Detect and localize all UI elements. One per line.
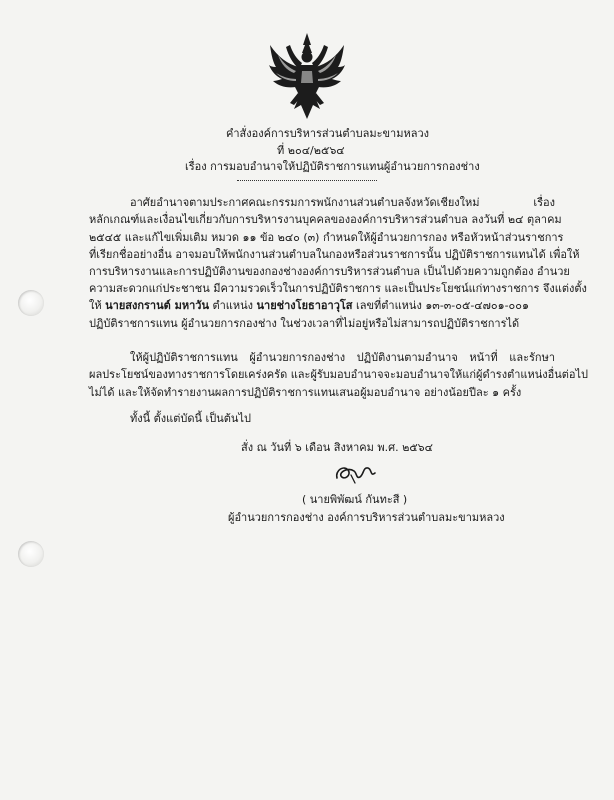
paragraph1-line2: หลักเกณฑ์และเงื่อนไขเกี่ยวกับการบริหารงานบุคคลขององค์การบริหารส่วนตำบล ลงวันที่ ๒๔ ตุลาคม — [89, 213, 562, 226]
paragraph1-line3: ๒๕๔๕ และแก้ไขเพิ่มเติม หมวด ๑๑ ข้อ ๒๔๐ (๓) กำหนดให้ผู้อำนวยการกอง หรือหัวหน้าส่วนราชการ — [89, 231, 564, 244]
signer-position: ผู้อำนวยการกองช่าง องค์การบริหารส่วนตำบลมะขามหลวง — [228, 511, 505, 524]
punch-hole-bottom — [18, 541, 44, 567]
appointee-name: นายสงกรานต์ มหาวัน — [105, 299, 209, 312]
paragraph2-line1: ให้ผู้ปฏิบัติราชการแทน ผู้อำนวยการกองช่าง ปฏิบัติงานตามอำนาจ หน้าที่ และรักษา — [130, 351, 555, 364]
subject-line: เรื่อง การมอบอำนาจให้ปฏิบัติราชการแทนผู้อำนวยการกองช่าง — [185, 160, 480, 173]
garuda-emblem-icon — [268, 31, 346, 123]
paragraph1-line7 — [89, 299, 555, 313]
paragraph1-line1: อาศัยอำนาจตามประกาศคณะกรรมการพนักงานส่วนตำบลจังหวัดเชียงใหม่ เรื่อง — [130, 196, 555, 209]
paragraph1-line8: ปฏิบัติราชการแทน ผู้อำนวยการกองช่าง ในช่วงเวลาที่ไม่อยู่หรือไม่สามารถปฏิบัติราชการได้ — [89, 317, 520, 330]
line7-position-number: เลขที่ตำแหน่ง ๑๓-๓-๐๕-๔๗๐๑-๐๐๑ — [352, 299, 529, 312]
paragraph1-line5: การบริหารงานและการปฏิบัติงานของกองช่างองค์การบริหารส่วนตำบล เป็นไปด้วยความถูกต้อง อำนวย — [89, 265, 570, 278]
dotted-divider — [237, 180, 377, 181]
signer-name: ( นายพิพัฒน์ กันทะสี ) — [302, 493, 408, 506]
paragraph1-line6: ความสะดวกแก่ประชาชน มีความรวดเร็วในการปฏิบัติราชการ และเป็นประโยชน์แก่ทางราชการ จึงแต่งตั้ง — [89, 282, 587, 295]
paragraph1-line4: ที่เรียกชื่ออย่างอื่น อาจมอบให้พนักงานส่วนตำบลในกองหรือส่วนราชการนั้น ปฏิบัติราชการแทนได้ เพื่อให้ — [89, 248, 580, 261]
order-date: สั่ง ณ วันที่ ๖ เดือน สิงหาคม พ.ศ. ๒๕๖๔ — [241, 441, 433, 454]
handwritten-signature — [333, 461, 377, 485]
document-number: ที่ ๒๐๔/๒๕๖๔ — [277, 144, 345, 157]
appointee-position: นายช่างโยธาอาวุโส — [256, 299, 353, 312]
paragraph2-line3: ไม่ได้ และให้จัดทำรายงานผลการปฏิบัติราชการแทนเสนอผู้มอบอำนาจ อย่างน้อยปีละ ๑ ครั้ง — [89, 386, 522, 399]
effective-clause: ทั้งนี้ ตั้งแต่บัดนี้ เป็นต้นไป — [130, 412, 251, 425]
org-line: คำสั่งองค์การบริหารส่วนตำบลมะขามหลวง — [226, 127, 430, 140]
paragraph2-line2: ผลประโยชน์ของทางราชการโดยเคร่งครัด และผู้รับมอบอำนาจจะมอบอำนาจให้แก่ผู้ดำรงตำแหน่งอื่นต่อไป — [89, 368, 589, 381]
line7-prefix: ให้ — [89, 299, 106, 312]
line7-position-label: ตำแหน่ง — [208, 299, 257, 312]
punch-hole-top — [18, 290, 44, 316]
